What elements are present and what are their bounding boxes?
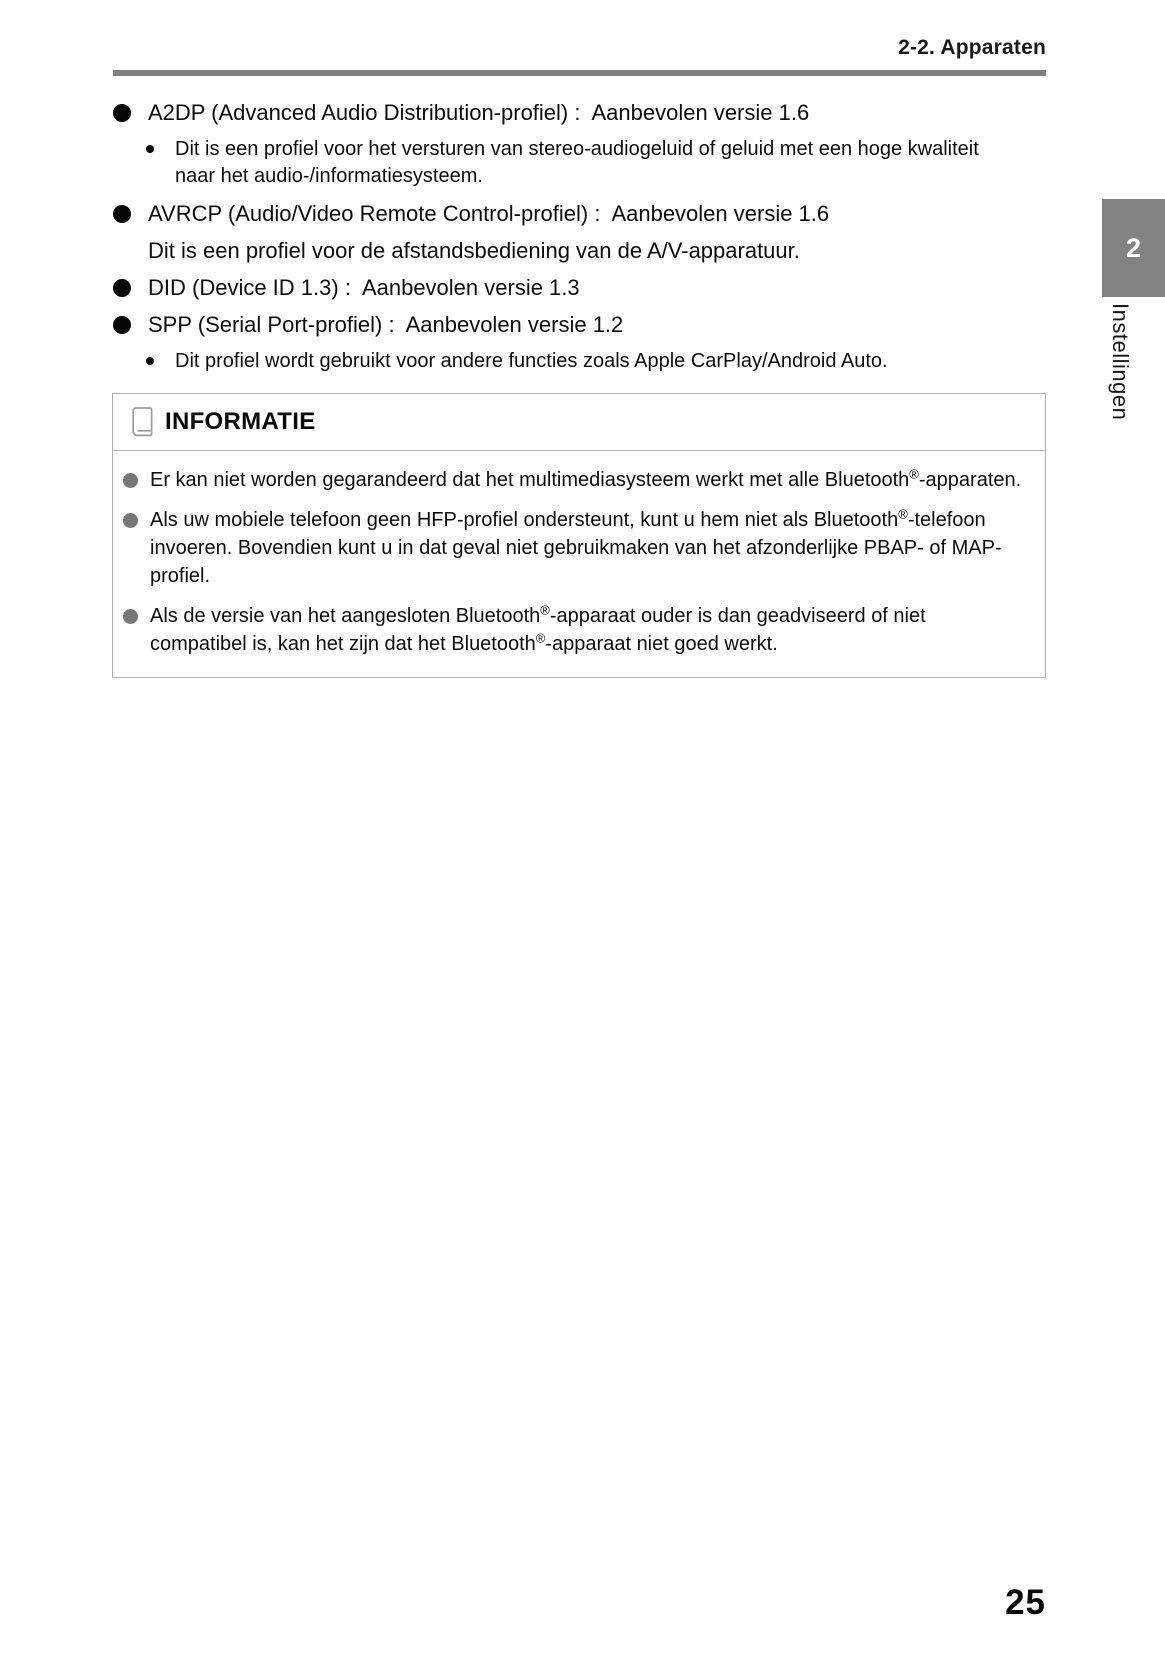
page-number: 25 — [1005, 1583, 1046, 1622]
bullet-icon — [113, 104, 131, 122]
info-box-title: INFORMATIE — [165, 408, 316, 435]
profile-title: AVRCP (Audio/Video Remote Control-profiel) : Aanbevolen versie 1.6 — [148, 201, 830, 226]
profile-item-avrcp — [113, 200, 1046, 228]
profile-note-text: Dit profiel wordt gebruikt voor andere functies zoals Apple CarPlay/Android Auto. — [175, 350, 888, 372]
profile-list — [113, 99, 1046, 385]
profile-title: SPP (Serial Port-profiel) : Aanbevolen versie 1.2 — [148, 312, 624, 337]
info-item — [123, 466, 1031, 494]
profile-description-avrcp: Dit is een profiel voor de afstandsbediening van de A/V-apparatuur. — [148, 238, 800, 263]
info-bullet-icon — [123, 513, 138, 528]
chapter-side-label: Instellingen — [1108, 303, 1133, 421]
info-item — [123, 506, 1031, 590]
sub-bullet-icon — [146, 145, 154, 153]
chapter-tab-number: 2 — [1125, 232, 1142, 263]
header-rule — [113, 70, 1046, 76]
info-item-text: Er kan niet worden gegarandeerd dat het multimediasysteem werkt met alle Bluetooth®-apparaten. — [150, 466, 1022, 491]
profile-note-spp — [146, 348, 1016, 375]
information-book-icon — [130, 406, 155, 438]
bullet-icon — [113, 279, 131, 297]
info-item-text: Als uw mobiele telefoon geen HFP-profiel ondersteunt, kunt u hem niet als Bluetooth®-telefoon invoeren. Bovendien kunt u in dat geval niet gebruikmaken van het afzonderlijke PBAP- of MAP-profiel. — [150, 506, 1002, 587]
info-box — [112, 393, 1046, 678]
profile-item-spp — [113, 311, 1046, 339]
info-box-header — [113, 394, 1045, 451]
bullet-icon — [113, 316, 131, 334]
info-item-text: Als de versie van het aangesloten Bluetooth®-apparaat ouder is dan geadviseerd of niet compatibel is, kan het zijn dat het Bluetooth®-apparaat niet goed werkt. — [150, 602, 926, 655]
chapter-tab — [1102, 199, 1165, 297]
profile-title: A2DP (Advanced Audio Distribution-profiel) : Aanbevolen versie 1.6 — [148, 100, 810, 125]
bullet-icon — [113, 205, 131, 223]
info-bullet-icon — [123, 609, 138, 624]
sub-bullet-icon — [146, 357, 154, 365]
profile-item-a2dp — [113, 99, 1046, 127]
profile-title: DID (Device ID 1.3) : Aanbevolen versie 1.3 — [148, 275, 580, 300]
info-bullet-icon — [123, 473, 138, 488]
info-item — [123, 602, 1031, 658]
breadcrumb: 2-2. Apparaten — [898, 36, 1046, 59]
info-box-body — [113, 451, 1045, 677]
profile-item-did — [113, 274, 1046, 302]
profile-note-text: Dit is een profiel voor het versturen van stereo-audiogeluid of geluid met een hoge kwaliteit naar het audio-/informatiesysteem. — [175, 138, 979, 187]
profile-note-a2dp — [146, 136, 1016, 190]
